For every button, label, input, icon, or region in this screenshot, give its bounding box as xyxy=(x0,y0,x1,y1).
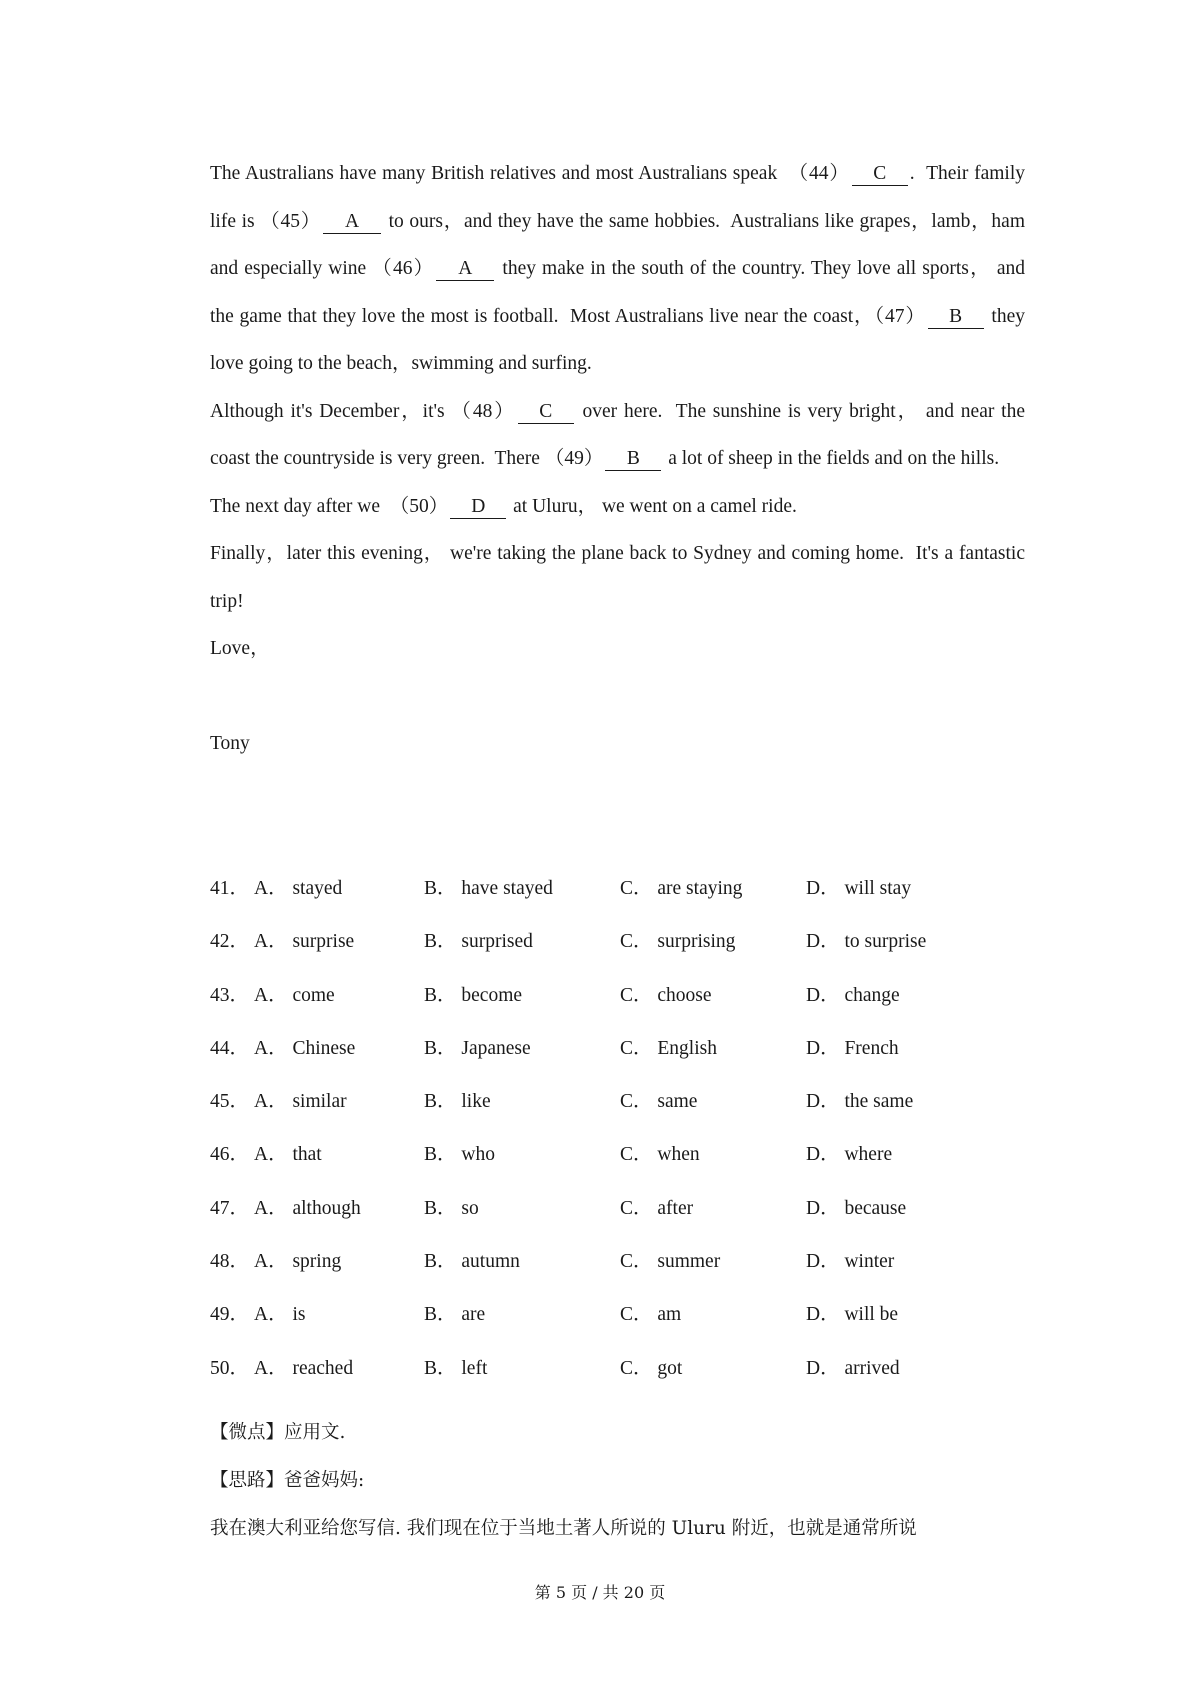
option-a: A． Chinese xyxy=(254,1037,356,1059)
answer-options xyxy=(210,872,1025,1405)
option-c: C． are staying xyxy=(620,878,743,899)
answer-blank-45: A xyxy=(323,211,381,234)
option-c: C． when xyxy=(620,1144,700,1166)
option-d: D． arrived xyxy=(806,1357,900,1379)
option-row-47 xyxy=(210,1192,1025,1245)
option-a: A． surprise xyxy=(254,931,355,953)
passage-text: The Australians have many British relatives and most Australians speak （44） xyxy=(210,163,850,184)
question-number: 46． xyxy=(210,1144,250,1166)
option-a: A． similar xyxy=(254,1091,347,1113)
answer-blank-44: C xyxy=(852,163,908,186)
page-footer: 第 5 页 / 共 20 页 xyxy=(534,1583,666,1602)
option-row-50 xyxy=(210,1352,1025,1405)
option-d: D． will be xyxy=(806,1304,899,1326)
option-row-46 xyxy=(210,1138,1025,1191)
question-number: 41． xyxy=(210,878,250,899)
option-b: B． Japanese xyxy=(424,1037,531,1059)
question-number: 47． xyxy=(210,1197,250,1219)
option-a: A． is xyxy=(254,1304,306,1326)
paragraph-australians xyxy=(210,150,1025,388)
option-b: B． become xyxy=(424,984,523,1006)
analysis-point: 【微点】应用文. xyxy=(210,1422,346,1443)
option-c: C． surprising xyxy=(620,931,736,953)
option-c: C． am xyxy=(620,1304,682,1326)
letter-closing: Love， xyxy=(210,638,270,659)
answer-blank-47: B xyxy=(928,306,984,329)
option-row-41 xyxy=(210,872,1025,925)
option-a: A． spring xyxy=(254,1251,342,1273)
option-b: B． surprised xyxy=(424,931,533,953)
option-a: A． stayed xyxy=(254,878,343,899)
question-number: 49． xyxy=(210,1304,250,1326)
option-d: D． to surprise xyxy=(806,931,927,953)
option-d: D． where xyxy=(806,1144,893,1166)
paragraph-finally: Finally，later this evening， we're taking the plane back to Sydney and coming home. It's a fantastic trip! xyxy=(210,543,1025,612)
option-c: C． got xyxy=(620,1357,683,1379)
option-d: D． French xyxy=(806,1037,899,1059)
letter-signature: Tony xyxy=(210,733,250,754)
option-b: B． are xyxy=(424,1304,486,1326)
question-number: 42． xyxy=(210,931,250,953)
option-c: C． same xyxy=(620,1091,698,1113)
paragraph-uluru xyxy=(210,483,1025,531)
passage-text: they make in the south of the country. They love all sports， and the game that they love the most is football. Most Australians live near the coast，（47） xyxy=(210,258,1025,327)
option-c: C． after xyxy=(620,1197,694,1219)
option-b: B． like xyxy=(424,1091,491,1113)
question-number: 50． xyxy=(210,1357,250,1379)
option-a: A． that xyxy=(254,1144,322,1166)
option-row-49 xyxy=(210,1298,1025,1351)
letter-passage xyxy=(210,150,1025,768)
answer-blank-49: B xyxy=(605,448,661,471)
passage-text: at Uluru， we went on a camel ride. xyxy=(508,495,797,517)
question-number: 43． xyxy=(210,984,250,1006)
option-b: B． left xyxy=(424,1357,488,1379)
option-d: D． change xyxy=(806,984,900,1006)
analysis-idea: 【思路】爸爸妈妈: xyxy=(210,1470,365,1491)
option-row-45 xyxy=(210,1085,1025,1138)
option-b: B． so xyxy=(424,1197,479,1219)
option-d: D． the same xyxy=(806,1091,914,1113)
option-row-48 xyxy=(210,1245,1025,1298)
option-b: B． autumn xyxy=(424,1251,520,1273)
option-b: B． who xyxy=(424,1144,495,1166)
option-a: A． although xyxy=(254,1197,361,1219)
passage-text: . Their family life is （45） xyxy=(210,163,1025,232)
option-a: A． reached xyxy=(254,1357,354,1379)
passage-text: to ours，and they have the same hobbies. Australians like grapes，lamb，ham and especially wine （46） xyxy=(210,210,1025,279)
option-d: D． will stay xyxy=(806,878,912,899)
option-c: C． English xyxy=(620,1037,717,1059)
passage-text: they love going to the beach，swimming and surfing. xyxy=(210,305,1025,374)
option-d: D． winter xyxy=(806,1251,895,1273)
question-number: 45． xyxy=(210,1091,250,1113)
option-c: C． choose xyxy=(620,984,712,1006)
analysis-translation: 我在澳大利亚给您写信. 我们现在位于当地土著人所说的 Uluru 附近，也就是通常所说 xyxy=(210,1518,917,1539)
paragraph-december xyxy=(210,388,1025,483)
option-row-42 xyxy=(210,925,1025,978)
spacer xyxy=(210,673,1025,721)
answer-blank-46: A xyxy=(436,258,494,281)
option-b: B． have stayed xyxy=(424,878,553,899)
option-row-44 xyxy=(210,1032,1025,1085)
passage-text: over here. The sunshine is very bright， and near the coast the countryside is very green. There （49） xyxy=(210,400,1025,469)
answer-blank-48: C xyxy=(518,401,574,424)
option-c: C． summer xyxy=(620,1251,721,1273)
question-number: 44． xyxy=(210,1037,250,1059)
passage-text: a lot of sheep in the fields and on the hills. xyxy=(663,448,1000,469)
option-row-43 xyxy=(210,979,1025,1032)
passage-text: Although it's December，it's （48） xyxy=(210,400,516,422)
option-d: D． because xyxy=(806,1197,907,1219)
answer-blank-50: D xyxy=(450,496,506,519)
question-number: 48． xyxy=(210,1251,250,1273)
option-a: A． come xyxy=(254,984,335,1006)
passage-text: The next day after we （50） xyxy=(210,495,449,517)
